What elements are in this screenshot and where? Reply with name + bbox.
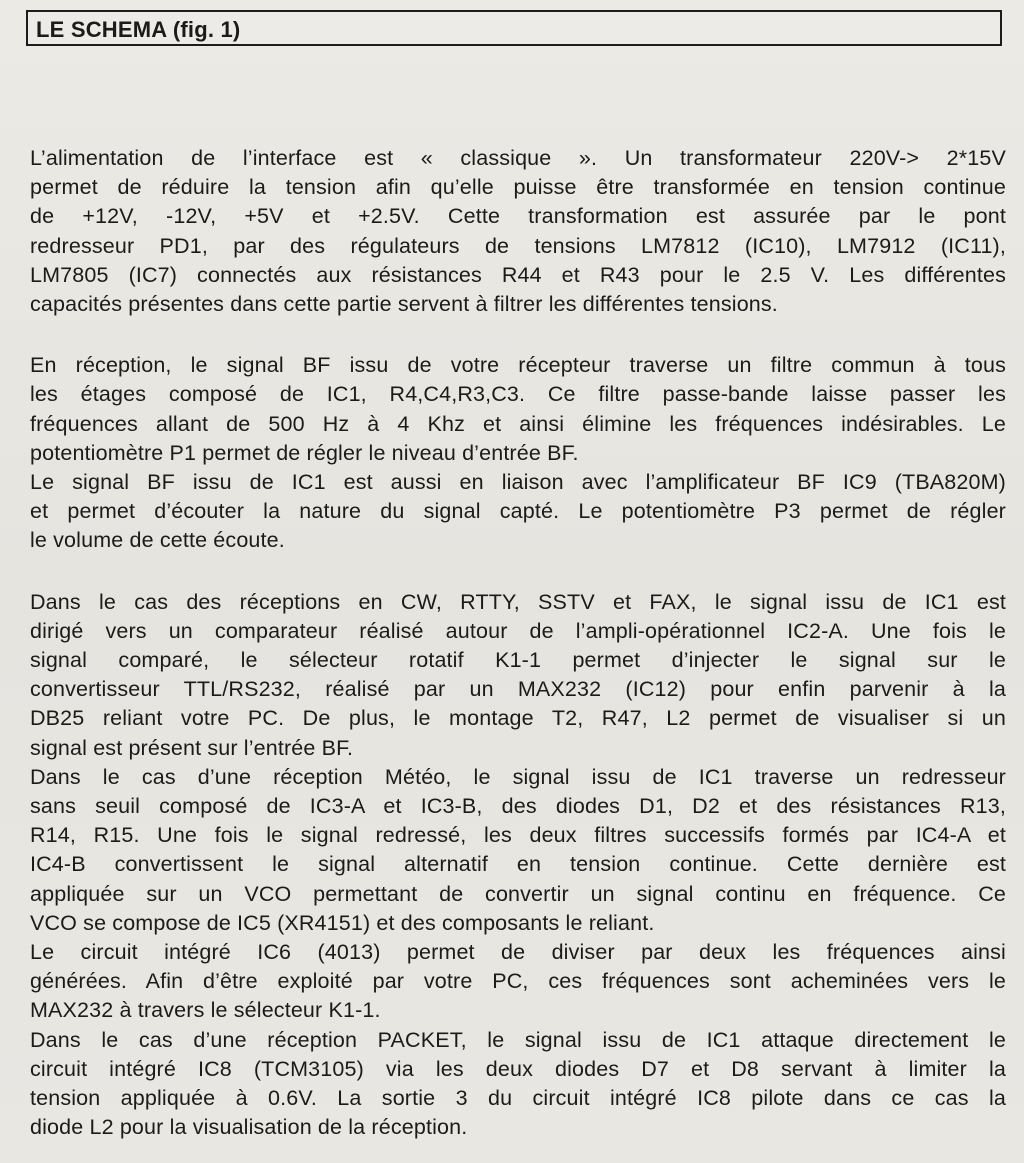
text-line: tension appliquée à 0.6V. La sortie 3 du circuit intégré IC8 pilote dans ce cas la bbox=[30, 1086, 1006, 1111]
paragraph bbox=[30, 588, 1006, 1143]
text-line: redresseur PD1, par des régulateurs de tensions LM7812 (IC10), LM7912 (IC11), bbox=[30, 233, 1006, 258]
text-line: Dans le cas d’une réception Météo, le signal issu de IC1 traverse un redresseur bbox=[30, 764, 1006, 789]
text-line: générées. Afin d’être exploité par votre PC, ces fréquences sont acheminées vers le bbox=[30, 969, 1006, 994]
text-line: les étages composé de IC1, R4,C4,R3,C3. Ce filtre passe-bande laisse passer les bbox=[30, 382, 1006, 407]
text-line: DB25 reliant votre PC. De plus, le montage T2, R47, L2 permet de visualiser si un bbox=[30, 706, 1006, 731]
text-line: MAX232 à travers le sélecteur K1-1. bbox=[30, 998, 381, 1023]
text-line: fréquences allant de 500 Hz à 4 Khz et ainsi élimine les fréquences indésirables. Le bbox=[30, 411, 1006, 436]
text-line: capacités présentes dans cette partie servent à filtrer les différentes tensions. bbox=[30, 292, 778, 317]
text-line: IC4-B convertissent le signal alternatif en tension continue. Cette dernière est bbox=[30, 852, 1006, 877]
text-line: R14, R15. Une fois le signal redressé, les deux filtres successifs formés par IC4-A et bbox=[30, 823, 1006, 848]
text-line: potentiomètre P1 permet de régler le niveau d’entrée BF. bbox=[30, 440, 579, 465]
paragraph bbox=[30, 144, 1006, 319]
text-line: sans seuil composé de IC3-A et IC3-B, des diodes D1, D2 et des résistances R13, bbox=[30, 794, 1006, 819]
text-line: dirigé vers un comparateur réalisé autour de l’ampli-opérationnel IC2-A. Une fois le bbox=[30, 618, 1006, 643]
section-title: LE SCHEMA (fig. 1) bbox=[36, 17, 241, 42]
text-line: le volume de cette écoute. bbox=[30, 528, 285, 553]
text-line: VCO se compose de IC5 (XR4151) et des composants le reliant. bbox=[30, 910, 655, 935]
paragraph bbox=[30, 351, 1006, 555]
text-line: diode L2 pour la visualisation de la réception. bbox=[30, 1115, 468, 1140]
text-line: LM7805 (IC7) connectés aux résistances R44 et R43 pour le 2.5 V. Les différentes bbox=[30, 262, 1006, 287]
text-line: signal est présent sur l’entrée BF. bbox=[30, 735, 354, 760]
text-line: Le signal BF issu de IC1 est aussi en liaison avec l’amplificateur BF IC9 (TBA820M) bbox=[30, 470, 1006, 495]
text-line: Le circuit intégré IC6 (4013) permet de diviser par deux les fréquences ainsi bbox=[30, 940, 1006, 965]
document-body bbox=[30, 144, 1006, 1163]
text-line: L’alimentation de l’interface est « classique ». Un transformateur 220V-> 2*15V bbox=[30, 146, 1006, 170]
text-line: appliquée sur un VCO permettant de convertir un signal continu en fréquence. Ce bbox=[30, 881, 1006, 906]
text-line: permet de réduire la tension afin qu’elle puisse être transformée en tension continue bbox=[30, 175, 1006, 200]
text-line: Dans le cas d’une réception PACKET, le signal issu de IC1 attaque directement le bbox=[30, 1027, 1006, 1052]
text-line: convertisseur TTL/RS232, réalisé par un MAX232 (IC12) pour enfin parvenir à la bbox=[30, 677, 1006, 702]
text-line: de +12V, -12V, +5V et +2.5V. Cette transformation est assurée par le pont bbox=[30, 204, 1006, 229]
text-line: et permet d’écouter la nature du signal capté. Le potentiomètre P3 permet de régler bbox=[30, 499, 1006, 524]
text-line: circuit intégré IC8 (TCM3105) via les deux diodes D7 et D8 servant à limiter la bbox=[30, 1056, 1006, 1081]
section-title-box bbox=[26, 10, 1002, 46]
text-line: En réception, le signal BF issu de votre récepteur traverse un filtre commun à tous bbox=[30, 353, 1006, 378]
text-line: Dans le cas des réceptions en CW, RTTY, SSTV et FAX, le signal issu de IC1 est bbox=[30, 589, 1006, 614]
text-line: signal comparé, le sélecteur rotatif K1-1 permet d’injecter le signal sur le bbox=[30, 648, 1006, 673]
